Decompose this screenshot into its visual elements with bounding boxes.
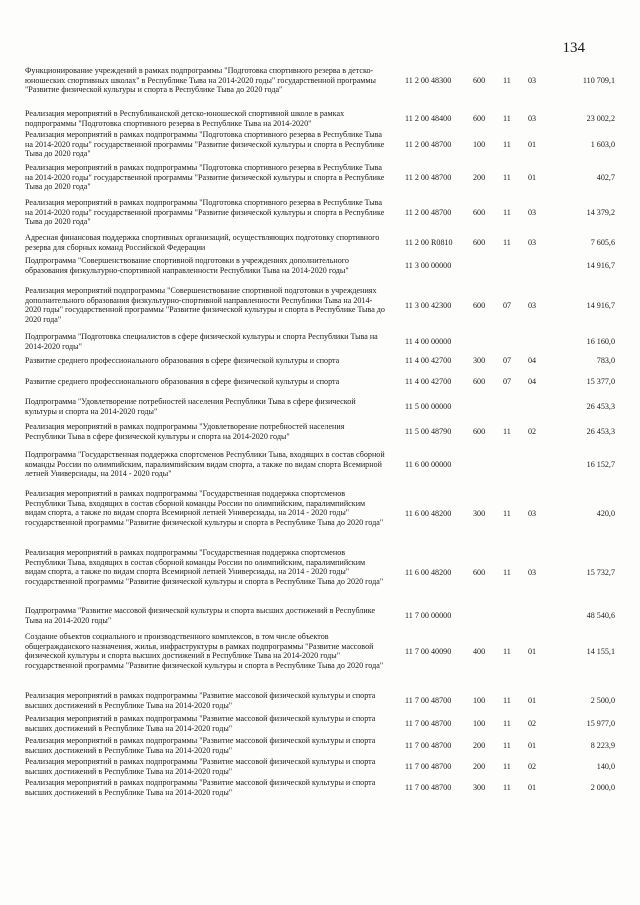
row-description: Реализация мероприятий в рамках подпрограммы "Удовлетворение потребностей населения Республики Тыва в сфере физической культуры и спорта на 2014-2020 годы" xyxy=(25,422,345,441)
row-amount: 15 377,0 xyxy=(586,377,615,386)
row-expense-type: 600 xyxy=(473,76,486,85)
row-description: Реализация мероприятий в рамках подпрограммы "Подготовка спортивного резерва в Республике Тыва на 2014-2020 годы" государственной программы "Развитие физической культуры и спорта в Республике Тыва до 2020 года" xyxy=(25,163,385,192)
row-expense-type: 100 xyxy=(473,719,486,728)
row-subsection: 03 xyxy=(528,114,537,123)
row-subsection: 04 xyxy=(528,377,537,386)
row-target-code: 11 2 00 48400 xyxy=(405,114,452,123)
row-amount: 16 160,0 xyxy=(586,337,615,346)
row-subsection: 01 xyxy=(528,140,537,149)
row-expense-type: 300 xyxy=(473,783,486,792)
row-description: Реализация мероприятий в рамках подпрограммы "Подготовка спортивного резерва в Республике Тыва на 2014-2020 годы" государственной программы "Развитие физической культуры и спорта в Республике Тыва до 2020 года" xyxy=(25,130,385,159)
row-target-code: 11 7 00 48700 xyxy=(405,783,452,792)
row-target-code: 11 2 00 R0810 xyxy=(405,238,453,247)
row-description: Подпрограмма "Подготовка специалистов в сфере физической культуры и спорта Республики Тыва на 2014-2020 годы" xyxy=(25,332,378,351)
row-target-code: 11 7 00 48700 xyxy=(405,762,452,771)
row-section: 11 xyxy=(503,509,511,518)
row-target-code: 11 5 00 48790 xyxy=(405,427,452,436)
row-description: Подпрограмма "Государственная поддержка спортсменов Республики Тыва, входящих в состав сборной команды России по олимпийским, паралимпийским видам спорта, а также по видам спорта Всемирной летней Универсиады, на 2014 - 2020 годы" xyxy=(25,450,385,479)
row-description: Реализация мероприятий в рамках подпрограммы "Подготовка спортивного резерва в Республике Тыва на 2014-2020 годы" государственной программы "Развитие физической культуры и спорта в Республике Тыва до 2020 года" xyxy=(25,198,385,227)
row-expense-type: 300 xyxy=(473,509,486,518)
row-subsection: 01 xyxy=(528,783,537,792)
row-amount: 48 540,6 xyxy=(586,611,615,620)
row-amount: 110 709,1 xyxy=(582,76,615,85)
row-target-code: 11 7 00 00000 xyxy=(405,611,452,620)
row-amount: 14 155,1 xyxy=(586,647,615,656)
row-amount: 26 453,3 xyxy=(586,402,615,411)
row-description: Создание объектов социального и производственного комплексов, в том числе объектов общегражданского назначения, жилья, инфраструктуры в рамках подпрограммы "Развитие массовой физической культуры и спорта высших достижений в Республике Тыва на 2014-2020 годы" государственной программы "Развитие физической культуры и спорта в Республике Тыва до 2020 года" xyxy=(25,632,384,670)
row-target-code: 11 2 00 48700 xyxy=(405,173,452,182)
row-target-code: 11 4 00 42700 xyxy=(405,377,452,386)
row-expense-type: 300 xyxy=(473,356,486,365)
row-expense-type: 600 xyxy=(473,114,486,123)
row-description: Реализация мероприятий в рамках подпрограммы "Государственная поддержка спортсменов Республики Тыва, входящих в состав сборной команды России по олимпийским, паралимпийским видам спорта, а также по видам спорта Всемирной летней Универсиады, на 2014 - 2020 годы" государственной программы "Развитие физической культуры и спорта в Республике Тыва до 2020 года" xyxy=(25,548,384,586)
row-description: Подпрограмма "Развитие массовой физической культуры и спорта высших достижений в Республике Тыва на 2014-2020 годы" xyxy=(25,606,376,625)
row-expense-type: 600 xyxy=(473,377,486,386)
row-target-code: 11 6 00 48200 xyxy=(405,568,452,577)
row-description: Реализация мероприятий в рамках подпрограммы "Развитие массовой физической культуры и спорта высших достижений в Республике Тыва на 2014-2020 годы" xyxy=(25,714,376,733)
row-expense-type: 600 xyxy=(473,208,486,217)
row-description: Адресная финансовая поддержка спортивных организаций, осуществляющих подготовку спортивного резерва для сборных команд Российской Федерации xyxy=(25,233,380,252)
row-description: Реализация мероприятий в рамках подпрограммы "Государственная поддержка спортсменов Республики Тыва, входящих в состав сборной команды России по олимпийским, паралимпийским видам спорта, а также по видам спорта Всемирной летней Универсиады, на 2014 - 2020 годы" государственной программы "Развитие физической культуры и спорта в Республике Тыва до 2020 года" xyxy=(25,489,384,527)
row-description: Реализация мероприятий в рамках подпрограммы "Развитие массовой физической культуры и спорта высших достижений в Республике Тыва на 2014-2020 годы" xyxy=(25,691,376,710)
row-amount: 2 000,0 xyxy=(590,783,615,792)
row-subsection: 02 xyxy=(528,427,537,436)
row-subsection: 03 xyxy=(528,238,537,247)
row-section: 11 xyxy=(503,140,511,149)
row-section: 07 xyxy=(503,301,512,310)
row-subsection: 03 xyxy=(528,568,537,577)
row-expense-type: 600 xyxy=(473,301,486,310)
row-subsection: 02 xyxy=(528,762,537,771)
row-expense-type: 200 xyxy=(473,173,486,182)
row-section: 11 xyxy=(503,741,511,750)
row-section: 11 xyxy=(503,114,511,123)
row-subsection: 03 xyxy=(528,76,537,85)
row-subsection: 04 xyxy=(528,356,537,365)
row-description: Реализация мероприятий в Республиканской детско-юношеской спортивной школе в рамках подпрограммы "Подготовка спортивного резерва в Республике Тыва на 2014-2020" xyxy=(25,109,345,128)
row-section: 11 xyxy=(503,568,511,577)
row-target-code: 11 4 00 42700 xyxy=(405,356,452,365)
row-amount: 1 603,0 xyxy=(590,140,615,149)
row-section: 11 xyxy=(503,427,511,436)
row-amount: 8 223,9 xyxy=(590,741,615,750)
row-amount: 783,0 xyxy=(596,356,615,365)
row-target-code: 11 4 00 00000 xyxy=(405,337,452,346)
row-section: 11 xyxy=(503,173,511,182)
row-subsection: 03 xyxy=(528,301,537,310)
row-target-code: 11 7 00 40090 xyxy=(405,647,452,656)
row-amount: 14 379,2 xyxy=(586,208,615,217)
row-expense-type: 600 xyxy=(473,238,486,247)
row-target-code: 11 3 00 42300 xyxy=(405,301,452,310)
row-target-code: 11 2 00 48300 xyxy=(405,76,452,85)
row-amount: 2 500,0 xyxy=(590,696,615,705)
row-section: 11 xyxy=(503,719,511,728)
row-description: Развитие среднего профессионального образования в сфере физической культуры и спорта xyxy=(25,356,340,365)
row-target-code: 11 6 00 00000 xyxy=(405,460,452,469)
row-subsection: 02 xyxy=(528,719,537,728)
row-subsection: 01 xyxy=(528,696,537,705)
row-amount: 23 002,2 xyxy=(586,114,615,123)
row-description: Подпрограмма "Совершенствование спортивной подготовки в учреждениях дополнительного образования физкультурно-спортивной направленности Республики Тыва на 2014-2020 годы" xyxy=(25,256,349,275)
row-section: 07 xyxy=(503,377,512,386)
row-expense-type: 100 xyxy=(473,140,486,149)
row-subsection: 01 xyxy=(528,647,537,656)
row-amount: 14 916,7 xyxy=(586,261,615,270)
row-subsection: 01 xyxy=(528,741,537,750)
row-target-code: 11 7 00 48700 xyxy=(405,741,452,750)
row-section: 11 xyxy=(503,76,511,85)
row-section: 11 xyxy=(503,238,511,247)
row-target-code: 11 2 00 48700 xyxy=(405,208,452,217)
row-target-code: 11 2 00 48700 xyxy=(405,140,452,149)
row-expense-type: 100 xyxy=(473,696,486,705)
row-description: Реализация мероприятий в рамках подпрограммы "Развитие массовой физической культуры и спорта высших достижений в Республике Тыва на 2014-2020 годы" xyxy=(25,757,376,776)
row-expense-type: 200 xyxy=(473,762,486,771)
row-description: Реализация мероприятий подпрограммы "Совершенствование спортивной подготовки в учреждениях дополнительного образования физкультурно-спортивной направленности Республики Тыва на 2014-2020 годы" государственной программы "Развитие физической культуры и спорта в Республике Тыва до 2020 года" xyxy=(25,286,385,324)
row-amount: 16 152,7 xyxy=(586,460,615,469)
row-subsection: 03 xyxy=(528,208,537,217)
row-description: Реализация мероприятий в рамках подпрограммы "Развитие массовой физической культуры и спорта высших достижений в Республике Тыва на 2014-2020 годы" xyxy=(25,778,376,797)
row-section: 07 xyxy=(503,356,512,365)
row-target-code: 11 6 00 48200 xyxy=(405,509,452,518)
row-amount: 420,0 xyxy=(596,509,615,518)
row-target-code: 11 5 00 00000 xyxy=(405,402,452,411)
row-target-code: 11 3 00 00000 xyxy=(405,261,452,270)
row-target-code: 11 7 00 48700 xyxy=(405,696,452,705)
row-subsection: 03 xyxy=(528,509,537,518)
row-expense-type: 200 xyxy=(473,741,486,750)
row-amount: 26 453,3 xyxy=(586,427,615,436)
row-section: 11 xyxy=(503,696,511,705)
row-amount: 402,7 xyxy=(596,173,615,182)
row-section: 11 xyxy=(503,208,511,217)
row-amount: 15 977,0 xyxy=(586,719,615,728)
row-description: Подпрограмма "Удовлетворение потребностей населения Республики Тыва в сфере физической культуры и спорта на 2014-2020 годы" xyxy=(25,397,356,416)
row-expense-type: 600 xyxy=(473,568,486,577)
row-description: Развитие среднего профессионального образования в сфере физической культуры и спорта xyxy=(25,377,340,386)
row-expense-type: 600 xyxy=(473,427,486,436)
page-number: 134 xyxy=(562,40,585,56)
row-section: 11 xyxy=(503,783,511,792)
row-amount: 14 916,7 xyxy=(586,301,615,310)
row-description: Функционирование учреждений в рамках подпрограммы "Подготовка спортивного резерва в детско-юношеских спортивных школах" в Республике Тыва на 2014-2020 годы" государственной программы "Развитие физической культуры и спорта в Республике Тыва до 2020 года" xyxy=(25,66,376,95)
row-section: 11 xyxy=(503,762,511,771)
row-amount: 15 732,7 xyxy=(586,568,615,577)
row-description: Реализация мероприятий в рамках подпрограммы "Развитие массовой физической культуры и спорта высших достижений в Республике Тыва на 2014-2020 годы" xyxy=(25,736,376,755)
row-expense-type: 400 xyxy=(473,647,486,656)
row-amount: 7 605,6 xyxy=(590,238,615,247)
row-amount: 140,0 xyxy=(596,762,615,771)
row-subsection: 01 xyxy=(528,173,537,182)
row-target-code: 11 7 00 48700 xyxy=(405,719,452,728)
row-section: 11 xyxy=(503,647,511,656)
